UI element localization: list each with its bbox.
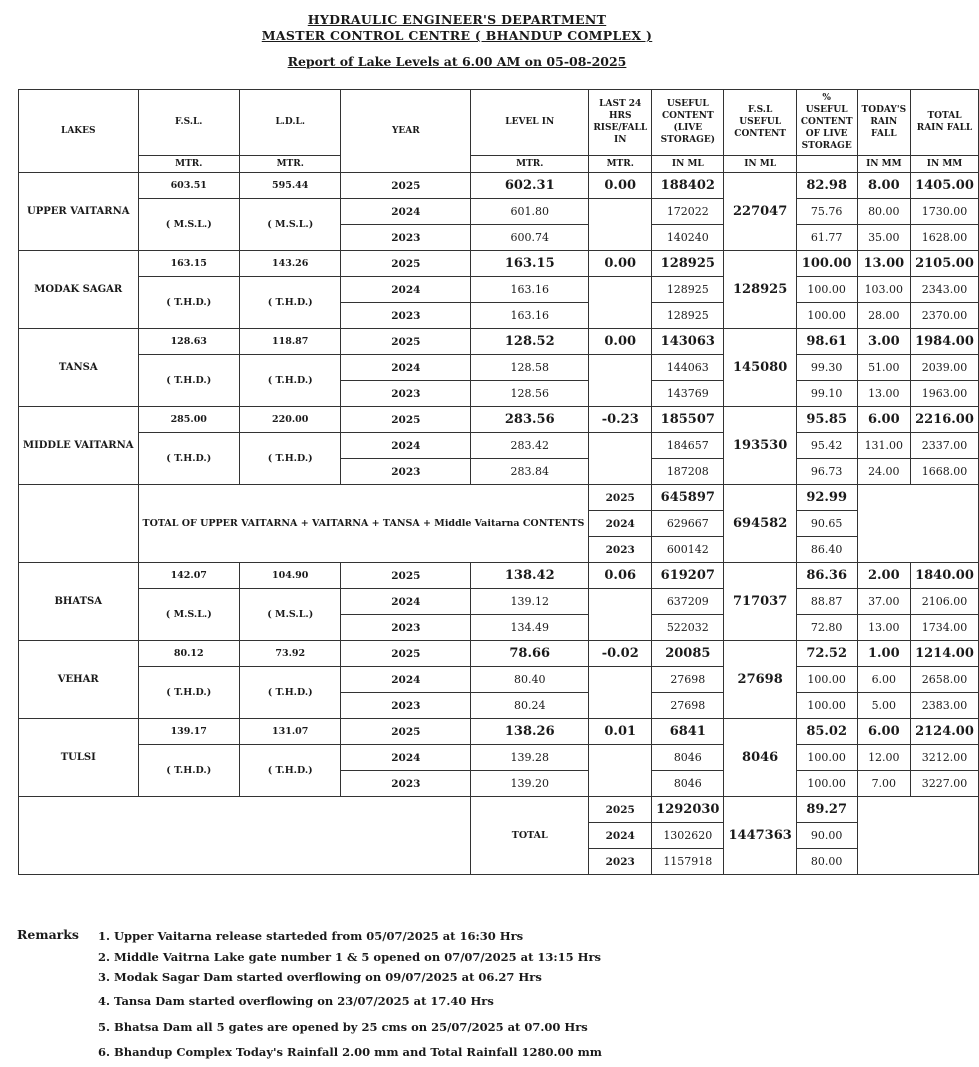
level-cell: 128.56 xyxy=(471,381,589,407)
col-rain-total: TOTAL RAIN FALL xyxy=(911,90,979,156)
year-cell: 2023 xyxy=(341,459,471,485)
rain-total-cell: 2343.00 xyxy=(911,277,979,303)
fsl-value: 128.63 xyxy=(138,329,239,355)
level-cell: 139.20 xyxy=(471,771,589,797)
ldl-ref: ( T.H.D.) xyxy=(239,667,340,719)
pct-cell: 61.77 xyxy=(796,225,857,251)
rise-empty xyxy=(589,667,652,719)
content-cell: 27698 xyxy=(652,693,724,719)
lake-name: TULSI xyxy=(19,719,139,797)
ldl-value: 595.44 xyxy=(239,173,340,199)
rain-total-cell: 2658.00 xyxy=(911,667,979,693)
rain-today-cell: 37.00 xyxy=(857,589,911,615)
subtotal-blank xyxy=(19,485,139,563)
fsl-value: 163.15 xyxy=(138,251,239,277)
pct-cell: 100.00 xyxy=(796,771,857,797)
col-useful: USEFUL CONTENT (LIVE STORAGE) xyxy=(652,90,724,156)
rain-total-cell: 1668.00 xyxy=(911,459,979,485)
subtotal-row xyxy=(19,485,979,511)
rain-today-cell: 51.00 xyxy=(857,355,911,381)
table-row xyxy=(19,563,979,589)
rise-cell: 0.06 xyxy=(589,563,652,589)
year-cell: 2023 xyxy=(341,693,471,719)
pct-cell: 72.80 xyxy=(796,615,857,641)
pct-cell: 95.42 xyxy=(796,433,857,459)
fsl-useful-cell: 193530 xyxy=(724,407,796,485)
pct-cell: 82.98 xyxy=(796,173,857,199)
col-ldl: L.D.L. xyxy=(239,90,340,156)
ldl-value: 143.26 xyxy=(239,251,340,277)
rain-today-cell: 3.00 xyxy=(857,329,911,355)
content-cell: 187208 xyxy=(652,459,724,485)
unit-level: MTR. xyxy=(471,155,589,172)
subtotal-content: 629667 xyxy=(652,511,724,537)
content-cell: 143063 xyxy=(652,329,724,355)
fsl-value: 80.12 xyxy=(138,641,239,667)
rain-today-cell: 8.00 xyxy=(857,173,911,199)
pct-cell: 72.52 xyxy=(796,641,857,667)
rain-today-cell: 13.00 xyxy=(857,381,911,407)
lake-name: VEHAR xyxy=(19,641,139,719)
pct-cell: 100.00 xyxy=(796,277,857,303)
level-cell: 139.12 xyxy=(471,589,589,615)
year-cell: 2024 xyxy=(341,277,471,303)
rain-today-cell: 28.00 xyxy=(857,303,911,329)
rain-total-cell: 2383.00 xyxy=(911,693,979,719)
total-content: 1157918 xyxy=(652,849,724,875)
rise-empty xyxy=(589,355,652,407)
rise-cell: 0.00 xyxy=(589,173,652,199)
ldl-ref: ( T.H.D.) xyxy=(239,433,340,485)
rain-total-cell: 1963.00 xyxy=(911,381,979,407)
fsl-useful-cell: 27698 xyxy=(724,641,796,719)
pct-cell: 100.00 xyxy=(796,303,857,329)
content-cell: 184657 xyxy=(652,433,724,459)
lake-levels-table xyxy=(18,89,979,875)
remark-item: 5. Bhatsa Dam all 5 gates are opened by 25 cms on 25/07/2025 at 07.00 Hrs xyxy=(98,1020,588,1034)
rain-today-cell: 13.00 xyxy=(857,615,911,641)
lake-name: MIDDLE VAITARNA xyxy=(19,407,139,485)
table-units-row xyxy=(19,155,979,172)
ldl-ref: ( M.S.L.) xyxy=(239,199,340,251)
col-rise: LAST 24 HRS RISE/FALL IN xyxy=(589,90,652,156)
ldl-value: 104.90 xyxy=(239,563,340,589)
rain-today-cell: 6.00 xyxy=(857,407,911,433)
lake-name: MODAK SAGAR xyxy=(19,251,139,329)
rain-today-cell: 2.00 xyxy=(857,563,911,589)
table-row xyxy=(19,745,979,771)
fsl-useful-cell: 128925 xyxy=(724,251,796,329)
rain-today-cell: 24.00 xyxy=(857,459,911,485)
report-title: Report of Lake Levels at 6.00 AM on 05-08-2025 xyxy=(287,54,627,69)
rain-today-cell: 103.00 xyxy=(857,277,911,303)
total-year: 2024 xyxy=(589,823,652,849)
content-cell: 619207 xyxy=(652,563,724,589)
year-cell: 2025 xyxy=(341,251,471,277)
content-cell: 144063 xyxy=(652,355,724,381)
year-cell: 2023 xyxy=(341,225,471,251)
department-title: HYDRAULIC ENGINEER'S DEPARTMENT xyxy=(307,12,607,27)
table-row xyxy=(19,329,979,355)
total-row xyxy=(19,797,979,823)
table-row xyxy=(19,355,979,381)
year-cell: 2024 xyxy=(341,745,471,771)
pct-cell: 88.87 xyxy=(796,589,857,615)
ldl-ref: ( T.H.D.) xyxy=(239,745,340,797)
level-cell: 128.58 xyxy=(471,355,589,381)
remark-item: 4. Tansa Dam started overflowing on 23/07/2025 at 17.40 Hrs xyxy=(98,994,494,1008)
content-cell: 8046 xyxy=(652,771,724,797)
year-cell: 2025 xyxy=(341,641,471,667)
level-cell: 80.40 xyxy=(471,667,589,693)
fsl-value: 142.07 xyxy=(138,563,239,589)
content-cell: 143769 xyxy=(652,381,724,407)
unit-ldl: MTR. xyxy=(239,155,340,172)
pct-cell: 96.73 xyxy=(796,459,857,485)
subtotal-pct: 92.99 xyxy=(796,485,857,511)
rain-total-cell: 2216.00 xyxy=(911,407,979,433)
subtotal-pct: 86.40 xyxy=(796,537,857,563)
rise-empty xyxy=(589,433,652,485)
content-cell: 27698 xyxy=(652,667,724,693)
table-row xyxy=(19,173,979,199)
rain-total-cell: 2124.00 xyxy=(911,719,979,745)
rain-total-cell: 2370.00 xyxy=(911,303,979,329)
rain-total-cell: 1730.00 xyxy=(911,199,979,225)
table-row xyxy=(19,719,979,745)
subtotal-fsl-useful: 694582 xyxy=(724,485,796,563)
rise-cell: -0.02 xyxy=(589,641,652,667)
subtotal-year: 2024 xyxy=(589,511,652,537)
fsl-ref: ( M.S.L.) xyxy=(138,199,239,251)
level-cell: 163.16 xyxy=(471,303,589,329)
rise-empty xyxy=(589,589,652,641)
rain-total-cell: 3227.00 xyxy=(911,771,979,797)
level-cell: 283.42 xyxy=(471,433,589,459)
unit-rain-today: IN MM xyxy=(857,155,911,172)
year-cell: 2024 xyxy=(341,433,471,459)
col-fsl: F.S.L. xyxy=(138,90,239,156)
total-pct: 80.00 xyxy=(796,849,857,875)
fsl-ref: ( T.H.D.) xyxy=(138,355,239,407)
subtotal-pct: 90.65 xyxy=(796,511,857,537)
total-year: 2023 xyxy=(589,849,652,875)
content-cell: 128925 xyxy=(652,251,724,277)
rain-today-cell: 131.00 xyxy=(857,433,911,459)
total-content: 1292030 xyxy=(652,797,724,823)
content-cell: 637209 xyxy=(652,589,724,615)
total-label: TOTAL xyxy=(471,797,589,875)
table-row xyxy=(19,251,979,277)
content-cell: 522032 xyxy=(652,615,724,641)
level-cell: 600.74 xyxy=(471,225,589,251)
lake-name: BHATSA xyxy=(19,563,139,641)
level-cell: 163.16 xyxy=(471,277,589,303)
rain-total-cell: 1734.00 xyxy=(911,615,979,641)
rise-cell: -0.23 xyxy=(589,407,652,433)
year-cell: 2025 xyxy=(341,719,471,745)
rain-total-cell: 1214.00 xyxy=(911,641,979,667)
remark-item: 1. Upper Vaitarna release starteded from 05/07/2025 at 16:30 Hrs xyxy=(98,929,524,943)
fsl-value: 285.00 xyxy=(138,407,239,433)
fsl-useful-cell: 227047 xyxy=(724,173,796,251)
unit-fsl-useful: IN ML xyxy=(724,155,796,172)
col-pct: % USEFUL CONTENT OF LIVE STORAGE xyxy=(796,90,857,156)
pct-cell: 95.85 xyxy=(796,407,857,433)
year-cell: 2023 xyxy=(341,771,471,797)
rain-today-cell: 6.00 xyxy=(857,667,911,693)
total-fsl-useful: 1447363 xyxy=(724,797,796,875)
remark-item: 3. Modak Sagar Dam started overflowing on 09/07/2025 at 06.27 Hrs xyxy=(98,970,542,984)
pct-cell: 100.00 xyxy=(796,251,857,277)
pct-cell: 99.10 xyxy=(796,381,857,407)
rain-total-cell: 2337.00 xyxy=(911,433,979,459)
content-cell: 188402 xyxy=(652,173,724,199)
fsl-useful-cell: 145080 xyxy=(724,329,796,407)
table-header-row xyxy=(19,90,979,156)
content-cell: 185507 xyxy=(652,407,724,433)
year-cell: 2025 xyxy=(341,563,471,589)
fsl-ref: ( M.S.L.) xyxy=(138,589,239,641)
content-cell: 172022 xyxy=(652,199,724,225)
col-year: YEAR xyxy=(341,90,471,173)
pct-cell: 98.61 xyxy=(796,329,857,355)
fsl-useful-cell: 8046 xyxy=(724,719,796,797)
year-cell: 2024 xyxy=(341,589,471,615)
pct-cell: 99.30 xyxy=(796,355,857,381)
table-row xyxy=(19,199,979,225)
ldl-value: 118.87 xyxy=(239,329,340,355)
year-cell: 2023 xyxy=(341,381,471,407)
content-cell: 128925 xyxy=(652,303,724,329)
fsl-ref: ( T.H.D.) xyxy=(138,433,239,485)
rain-total-cell: 2105.00 xyxy=(911,251,979,277)
ldl-ref: ( M.S.L.) xyxy=(239,589,340,641)
rise-cell: 0.00 xyxy=(589,251,652,277)
total-pct: 90.00 xyxy=(796,823,857,849)
year-cell: 2025 xyxy=(341,329,471,355)
level-cell: 601.80 xyxy=(471,199,589,225)
col-rain-today: TODAY'S RAIN FALL xyxy=(857,90,911,156)
col-lakes: LAKES xyxy=(19,90,139,173)
ldl-value: 73.92 xyxy=(239,641,340,667)
year-cell: 2024 xyxy=(341,199,471,225)
rain-today-cell: 5.00 xyxy=(857,693,911,719)
subtotal-year: 2023 xyxy=(589,537,652,563)
remark-item: 6. Bhandup Complex Today's Rainfall 2.00 mm and Total Rainfall 1280.00 mm xyxy=(98,1045,602,1059)
rain-today-cell: 13.00 xyxy=(857,251,911,277)
col-fsl-useful: F.S.L USEFUL CONTENT xyxy=(724,90,796,156)
content-cell: 128925 xyxy=(652,277,724,303)
rise-cell: 0.01 xyxy=(589,719,652,745)
year-cell: 2023 xyxy=(341,303,471,329)
unit-rise: MTR. xyxy=(589,155,652,172)
table-row xyxy=(19,667,979,693)
rise-empty xyxy=(589,745,652,797)
total-blank xyxy=(19,797,471,875)
ldl-ref: ( T.H.D.) xyxy=(239,277,340,329)
year-cell: 2025 xyxy=(341,407,471,433)
table-row xyxy=(19,641,979,667)
rain-total-cell: 1840.00 xyxy=(911,563,979,589)
unit-useful: IN ML xyxy=(652,155,724,172)
year-cell: 2025 xyxy=(341,173,471,199)
rain-today-cell: 1.00 xyxy=(857,641,911,667)
col-level: LEVEL IN xyxy=(471,90,589,156)
rain-total-cell: 2039.00 xyxy=(911,355,979,381)
pct-cell: 100.00 xyxy=(796,745,857,771)
rain-total-cell: 2106.00 xyxy=(911,589,979,615)
rain-today-cell: 12.00 xyxy=(857,745,911,771)
pct-cell: 86.36 xyxy=(796,563,857,589)
ldl-ref: ( T.H.D.) xyxy=(239,355,340,407)
total-content: 1302620 xyxy=(652,823,724,849)
rain-total-cell: 1628.00 xyxy=(911,225,979,251)
level-cell: 163.15 xyxy=(471,251,589,277)
subtotal-blank-right xyxy=(857,485,978,563)
pct-cell: 100.00 xyxy=(796,693,857,719)
level-cell: 283.56 xyxy=(471,407,589,433)
rain-today-cell: 80.00 xyxy=(857,199,911,225)
ldl-value: 220.00 xyxy=(239,407,340,433)
rain-total-cell: 1405.00 xyxy=(911,173,979,199)
fsl-value: 139.17 xyxy=(138,719,239,745)
unit-fsl: MTR. xyxy=(138,155,239,172)
fsl-value: 603.51 xyxy=(138,173,239,199)
rise-empty xyxy=(589,199,652,251)
rain-today-cell: 35.00 xyxy=(857,225,911,251)
unit-pct xyxy=(796,155,857,172)
pct-cell: 100.00 xyxy=(796,667,857,693)
lake-name: UPPER VAITARNA xyxy=(19,173,139,251)
table-row xyxy=(19,277,979,303)
table-row xyxy=(19,433,979,459)
table-row xyxy=(19,407,979,433)
content-cell: 140240 xyxy=(652,225,724,251)
table-row xyxy=(19,589,979,615)
level-cell: 78.66 xyxy=(471,641,589,667)
rise-empty xyxy=(589,277,652,329)
fsl-ref: ( T.H.D.) xyxy=(138,277,239,329)
level-cell: 602.31 xyxy=(471,173,589,199)
unit-rain-total: IN MM xyxy=(911,155,979,172)
fsl-ref: ( T.H.D.) xyxy=(138,667,239,719)
content-cell: 20085 xyxy=(652,641,724,667)
year-cell: 2024 xyxy=(341,667,471,693)
content-cell: 8046 xyxy=(652,745,724,771)
rise-cell: 0.00 xyxy=(589,329,652,355)
level-cell: 134.49 xyxy=(471,615,589,641)
total-blank-right xyxy=(857,797,978,875)
level-cell: 138.42 xyxy=(471,563,589,589)
subtotal-label: TOTAL OF UPPER VAITARNA + VAITARNA + TANSA + Middle Vaitarna CONTENTS xyxy=(138,485,589,563)
ldl-value: 131.07 xyxy=(239,719,340,745)
level-cell: 139.28 xyxy=(471,745,589,771)
subtotal-year: 2025 xyxy=(589,485,652,511)
fsl-ref: ( T.H.D.) xyxy=(138,745,239,797)
remark-item: 2. Middle Vaitrna Lake gate number 1 & 5 opened on 07/07/2025 at 13:15 Hrs xyxy=(98,950,602,964)
total-pct: 89.27 xyxy=(796,797,857,823)
pct-cell: 85.02 xyxy=(796,719,857,745)
pct-cell: 75.76 xyxy=(796,199,857,225)
total-year: 2025 xyxy=(589,797,652,823)
rain-total-cell: 1984.00 xyxy=(911,329,979,355)
fsl-useful-cell: 717037 xyxy=(724,563,796,641)
level-cell: 128.52 xyxy=(471,329,589,355)
level-cell: 138.26 xyxy=(471,719,589,745)
level-cell: 283.84 xyxy=(471,459,589,485)
subtotal-content: 600142 xyxy=(652,537,724,563)
subtotal-content: 645897 xyxy=(652,485,724,511)
content-cell: 6841 xyxy=(652,719,724,745)
year-cell: 2024 xyxy=(341,355,471,381)
rain-total-cell: 3212.00 xyxy=(911,745,979,771)
remarks-label: Remarks xyxy=(17,927,79,942)
rain-today-cell: 6.00 xyxy=(857,719,911,745)
rain-today-cell: 7.00 xyxy=(857,771,911,797)
lake-name: TANSA xyxy=(19,329,139,407)
centre-title: MASTER CONTROL CENTRE ( BHANDUP COMPLEX ) xyxy=(261,28,653,43)
year-cell: 2023 xyxy=(341,615,471,641)
level-cell: 80.24 xyxy=(471,693,589,719)
